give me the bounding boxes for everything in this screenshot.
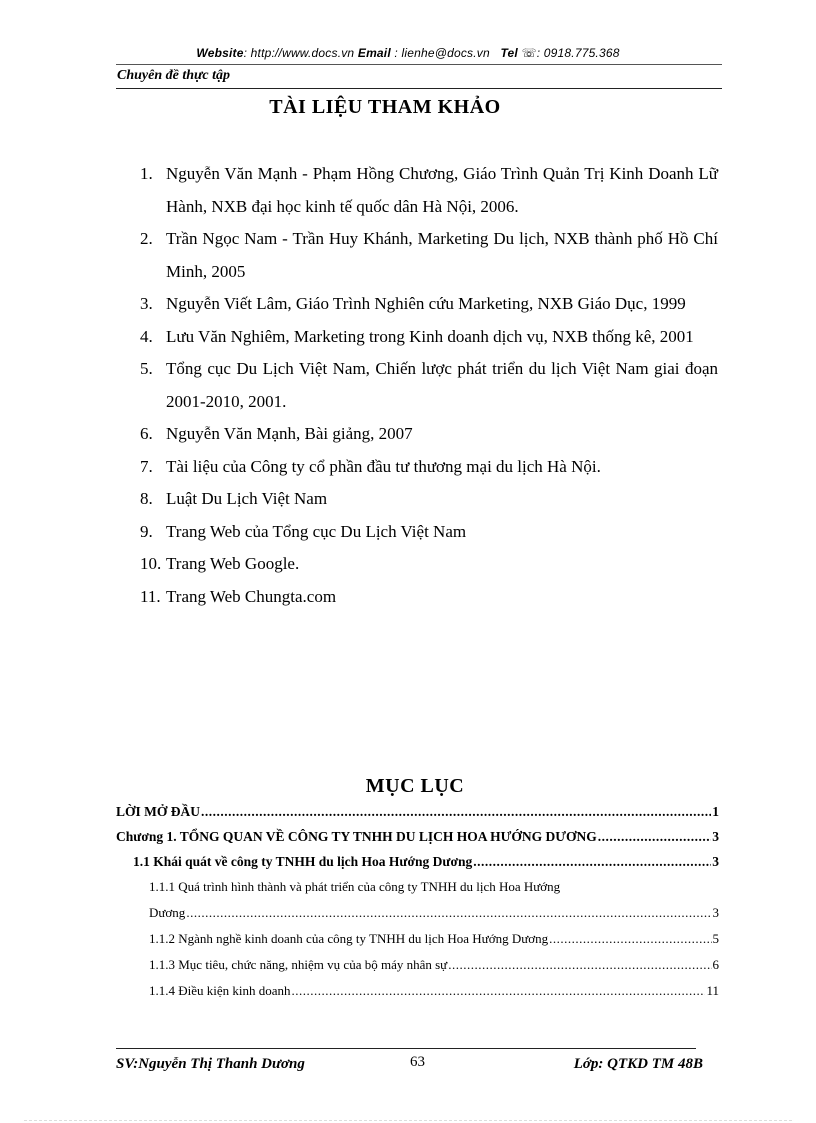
reference-text: Trang Web Google.: [166, 554, 300, 573]
references-list: [140, 158, 718, 613]
toc-leader-dots: [186, 900, 711, 926]
reference-number: 9.: [140, 521, 153, 541]
reference-item: [140, 223, 718, 288]
reference-item: [140, 516, 718, 549]
reference-number: 3.: [140, 294, 153, 313]
toc-entry-page: 1: [712, 804, 719, 819]
toc-leader-dots: [201, 799, 711, 824]
email-label: Email: [357, 46, 391, 60]
toc-leader-dots: [292, 978, 706, 1004]
toc-title: MỤC LỤC: [365, 775, 465, 797]
phone-icon: ☏: [521, 46, 537, 60]
toc-entry-label: 1.1.1 Quá trình hình thành và phát triển của công ty TNHH du lịch Hoa Hướng: [149, 879, 561, 894]
reference-text: Trần Ngọc Nam - Trần Huy Khánh, Marketing Du lịch, NXB thành phố Hồ Chí Minh, 2005: [166, 229, 718, 281]
toc-entry[interactable]: [116, 849, 719, 874]
reference-text: Trang Web của Tổng cục Du Lịch Việt Nam: [166, 521, 467, 541]
reference-text: Trang Web Chungta.com: [166, 586, 337, 606]
reference-number: 2.: [140, 229, 153, 248]
reference-text: Nguyễn Viết Lâm, Giáo Trình Nghiên cứu Marketing, NXB Giáo Dục, 1999: [166, 294, 686, 313]
toc-leader-dots: [448, 952, 711, 978]
toc-leader-dots: [549, 926, 711, 952]
toc-entry-label: 1.1.2 Ngành nghề kinh doanh của công ty TNHH du lịch Hoa Hướng Dương: [149, 931, 549, 946]
toc-entry-label: Chương 1. TỔNG QUAN VỀ CÔNG TY TNHH DU LỊCH HOA HƯỚNG DƯƠNG: [116, 829, 597, 844]
reference-item: [140, 483, 718, 516]
reference-item: [140, 548, 718, 581]
toc-entry-label: 1.1 Khái quát về công ty TNHH du lịch Hoa Hướng Dương: [133, 854, 473, 869]
reference-number: 1.: [140, 164, 153, 183]
page-number: 63: [410, 1054, 425, 1070]
reference-item: [140, 288, 718, 321]
toc-entry[interactable]: [116, 926, 719, 952]
class-label: Lớp: QTKD TM 48B: [573, 1056, 703, 1072]
toc-entry[interactable]: [116, 874, 719, 926]
toc-entry-page: 3: [712, 829, 719, 844]
tel-label: Tel: [500, 46, 518, 60]
page-footer: [116, 1054, 711, 1076]
reference-item: [140, 158, 718, 223]
table-of-contents: [116, 799, 719, 1004]
toc-entry-page: 3: [712, 905, 719, 920]
toc-entry-continuation: [116, 900, 719, 926]
student-name: SV:Nguyễn Thị Thanh Dương: [116, 1056, 305, 1072]
page-bottom-edge: [24, 1120, 792, 1121]
website-label: Website: [196, 46, 244, 60]
reference-item: [140, 581, 718, 614]
reference-number: 10.: [140, 554, 162, 573]
reference-item: [140, 321, 718, 354]
reference-item: [140, 353, 718, 418]
reference-number: 5.: [140, 359, 153, 378]
website-url: : http://www.docs.vn: [243, 46, 355, 60]
toc-entry-page: 3: [712, 854, 719, 869]
toc-entry-page: 6: [712, 957, 719, 972]
reference-text: Nguyễn Văn Mạnh, Bài giảng, 2007: [166, 424, 413, 443]
reference-text: Tài liệu của Công ty cổ phần đầu tư thương mại du lịch Hà Nội.: [166, 456, 601, 476]
toc-entry-label-cont: Dương: [149, 905, 186, 920]
reference-number: 7.: [140, 456, 153, 476]
toc-entry[interactable]: [116, 978, 719, 1004]
site-header: [0, 46, 816, 60]
header-rule-bottom: [116, 88, 722, 89]
reference-number: 8.: [140, 489, 153, 508]
toc-entry-label: 1.1.4 Điều kiện kinh doanh: [149, 983, 291, 998]
toc-entry-page: 5: [712, 931, 719, 946]
footer-rule: [116, 1048, 696, 1049]
header-rule-top: [116, 64, 722, 65]
toc-entry[interactable]: [116, 824, 719, 849]
reference-number: 4.: [140, 326, 153, 346]
toc-entry[interactable]: [116, 799, 719, 824]
reference-number: 11.: [140, 586, 161, 606]
toc-entry-label: LỜI MỞ ĐẦU: [116, 804, 200, 819]
section-label: Chuyên đề thực tập: [117, 68, 231, 83]
toc-leader-dots: [598, 824, 711, 849]
reference-text: Tổng cục Du Lịch Việt Nam, Chiến lược phát triển du lịch Việt Nam giai đoạn 2001-2010, 2001.: [166, 359, 718, 411]
reference-number: 6.: [140, 424, 153, 443]
reference-item: [140, 451, 718, 484]
reference-item: [140, 418, 718, 451]
email-address: : lienhe@docs.vn: [390, 46, 490, 60]
toc-entry-page: 11: [706, 983, 719, 998]
reference-text: Lưu Văn Nghiêm, Marketing trong Kinh doanh dịch vụ, NXB thống kê, 2001: [166, 326, 694, 346]
tel-number: : 0918.775.368: [536, 46, 620, 60]
references-title: TÀI LIỆU THAM KHẢO: [269, 96, 501, 118]
toc-entry[interactable]: [116, 952, 719, 978]
reference-text: Nguyễn Văn Mạnh - Phạm Hồng Chương, Giáo Trình Quản Trị Kinh Doanh Lữ Hành, NXB đại học kinh tế quốc dân Hà Nội, 2006.: [166, 164, 718, 216]
toc-leader-dots: [473, 849, 711, 874]
toc-entry-label: 1.1.3 Mục tiêu, chức năng, nhiệm vụ của bộ máy nhân sự: [149, 957, 448, 972]
reference-text: Luật Du Lịch Việt Nam: [166, 489, 328, 508]
